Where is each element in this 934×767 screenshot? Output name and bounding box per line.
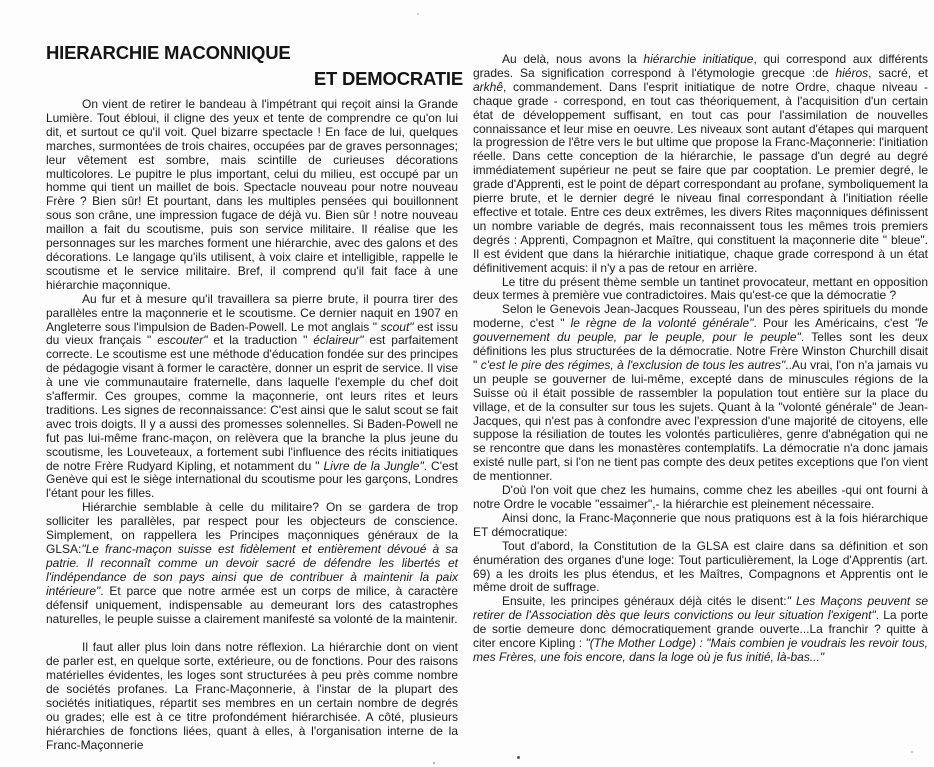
text-run: ..Au vrai, l'on n'a jamais vu un peuple se gouverner de lui-même, excepté dans de minuscules régions de la Suisse où il était possible de rassembler la population tout entière sur la place du village, et de la consulter sur tous les sujets. Quant à la "volonté générale" de Jean-Jacques, qui n'est pas à confondre avec l'expression d'une majorité de citoyens, elle suppose la résiliation de toutes les volontés particulières, genre d'abnégation qui ne se rencontre que dans les monastères contemplatifs. La démocratie n'a donc jamais existé nulle part, si l'on ne tient pas compte des deux petites exceptions que l'on vient de mentionner.	[473, 357, 929, 484]
document-title	[46, 42, 463, 89]
paragraph	[473, 276, 928, 304]
paragraph	[46, 293, 458, 502]
paragraph	[473, 595, 928, 665]
text-run: Le titre du présent thème semble un tantinet provocateur, mettant en opposition deux termes à première vue contradictoires. Mais qu'est-ce que la démocratie ?	[473, 274, 928, 303]
text-run: et la traduction "	[207, 333, 314, 348]
italic-text-run: le règne de la volonté générale"	[570, 316, 754, 331]
paragraph	[473, 484, 928, 512]
text-run: . Pour les Américains, c'est	[753, 316, 915, 331]
text-run: Ensuite, les principes généraux déjà cités le disent:	[502, 594, 787, 609]
text-run: On vient de retirer le bandeau à l'impétrant qui reçoit ainsi la Grande Lumière. Tout ébloui, il cligne des yeux et tente de comprendre ce qu'on lui dit, et surtout ce qu'il voit. Quel bizarre spectacle ! En face de lui, quelques marches, surmontées de trois chaires, occupées par de graves personnages; leur vêtement est sombre, mais scintille de curieuses décorations multicolores. Le pupitre le plus important, celui du milieu, est occupé par un homme qui tient un maillet de bois. Spectacle nouveau pour notre nouveau Frère ? Bien sûr! Et pourtant, dans les multiples pensées qui bouillonnent sous son crâne, une impression fugace de déjà vu. Bien sûr ! notre nouveau maillon a fait du scoutisme, puis son service militaire. Il réalise que les personnages sur les marches forment une hiérarchie, avec des galons et des décorations. Le langage qu'ils utilisent, à voix claire et intelligible, rappelle le scoutisme et le service militaire. Bref, il comprend qu'il fait face à une hiérarchie maçonnique.	[46, 97, 458, 292]
italic-text-run: arkhê	[473, 79, 504, 94]
italic-text-run: "Le franc-maçon suisse est fidèlement et entièrement dévoué à sa patrie. Il reconnaît comme un devoir sacré de défendre les libertés et l'indépendance de son pays ainsi que de contribuer à maintenir la paix intérieure"	[46, 542, 458, 598]
text-run: Tout d'abord, la Constitution de la GLSA est claire dans sa définition et son énumération des organes d'une loge: Tout particulièrement, la Loge d'Apprentis (art. 69) a les droits les plus étendus, et les Maîtres, Compagnons et Apprentis ont le même droit de suffrage.	[473, 538, 928, 595]
paragraph	[46, 501, 458, 626]
paragraph	[473, 540, 928, 596]
scan-speck	[911, 751, 913, 753]
right-column-text	[473, 53, 928, 665]
paragraph	[473, 53, 928, 276]
paragraph	[473, 512, 928, 540]
title-line-2: ET DEMOCRATIE	[313, 68, 463, 89]
text-run: Au delà, nous avons la	[502, 52, 644, 66]
italic-text-run: "le gouvernement du peuple, par le peuple, pour le peuple"	[473, 316, 928, 345]
scan-speck	[433, 762, 435, 764]
italic-text-run: éclaireur"	[313, 333, 364, 348]
text-run: . La porte de sortie demeure donc démocratiquement grande ouverte...La franchir ? quitte à citer encore Kipling :	[473, 608, 928, 651]
scan-speck	[517, 756, 520, 759]
paragraph	[46, 98, 458, 293]
text-run: Selon le Genevois Jean-Jacques Rousseau, l'un des pères spirituels du monde moderne, c'est "	[473, 302, 928, 331]
text-run: , sacré, et	[868, 65, 929, 80]
text-run: est parfaitement correcte. Le scoutisme est une méthode d'éducation fondée sur des principes de pédagogie visant à former le caractère, donner un esprit de service. Il vise à une vie communautaire fraternelle, dans laquelle l'exemple du chef doit s'affermir. Ces groupes, comme la maçonnerie, ont leurs rites et leurs traditions. Les signes de reconnaissance: C'est ainsi que le salut scout se fait avec trois doigts. Il y a aussi des promesses solennelles. Si Baden-Powell ne fut pas lui-même franc-maçon, on relèvera que la branche la plus jeune du scoutisme, les Louveteaux, a fortement subi l'influence des récits initiatiques de notre Frère Rudyard Kipling, et notamment du "	[46, 333, 458, 473]
italic-text-run: c'est le pire des régimes, à l'exclusion de tous les autres"	[480, 357, 786, 372]
text-run: est issu du vieux français "	[46, 319, 459, 348]
text-run: , commandement. Dans l'esprit initiatique de notre Ordre, chaque niveau - chaque grade - correspond, en tout cas théoriquement, à l'acquisition d'un certain état de développement suffisant, en tout cas pour l'assimilation de nouvelles connaissance et leur mise en oeuvre. Les niveaux sont autant d'étapes qui marquent la progression de l'être vers le but ultime que propose la Franc-Maçonnerie: l'initiation réelle. Dans cette conception de la hiérarchie, le passage d'un degré au degré immédiatement supérieur ne peut se faire que par cooptation. Le premier degré, le grade d'Apprenti, est le point de départ correspondant au profane, symboliquement la pierre brute, et le dernier degré le niveau final correspondant à l'initiation réelle effective et totale. Entre ces deux extrêmes, les divers Rites maçonniques définissent un nombre variable de degrés, mais reconnaissent tous les mêmes trois premiers degrés : Apprenti, Compagnon et Maître, qui constituent la maçonnerie dite " bleue". Il est évident que dans la hiérarchie initiatique, chaque grade correspond à un état définitivement acquis: il n'y a pas de retour en arrière.	[473, 79, 928, 275]
left-column-text	[46, 98, 458, 753]
paragraph	[46, 641, 458, 752]
title-line-1: HIERARCHIE MACONNIQUE	[46, 42, 291, 63]
text-run: D'où l'on voit que chez les humains, comme chez les abeilles -qui ont fourni à notre Ordre le vocable "essaimer",- la hiérarchie est pleinement nécessaire.	[473, 483, 928, 511]
italic-text-run: Livre de la Jungle"	[323, 458, 424, 473]
text-run: . Et parce que notre armée est un corps de milice, à caractère défensif uniquement, indispensable au demeurant lors des catastrophes naturelles, le peuple suisse a clairement manifesté sa volonté de la maintenir.	[46, 583, 458, 626]
left-column	[46, 42, 463, 753]
italic-text-run: " Les Maçons peuvent se retirer de l'Association dès que leurs convictions ou leur situation l'exigent"	[473, 594, 929, 623]
italic-text-run: escouter"	[157, 333, 208, 348]
text-run: Hiérarchie semblable à celle du militaire? On se gardera de trop solliciter les parallèles, par respect pour les objecteurs de conscience. Simplement, on rappellera les Principes maçonniques généraux de la GLSA:	[46, 500, 458, 556]
text-run: . C'est Genève qui est le siège international du scoutisme pour les garçons, Londres l'étant pour les filles.	[46, 458, 459, 501]
paragraph	[473, 303, 928, 484]
italic-text-run: "(The Mother Lodge) : "Mais combien je voudrais les revoir tous, mes Frères, une fois encore, dans la loge où je fus initié, là-bas..."	[473, 636, 928, 664]
italic-text-run: scout"	[380, 319, 414, 334]
text-run: , qui correspond aux différents grades. Sa signification correspond à l'étymologie grecque :de	[473, 52, 928, 80]
text-run: Au fur et à mesure qu'il travaillera sa pierre brute, il pourra tirer des parallèles entre la maçonnerie et le scoutisme. Ce dernier naquit en 1907 en Angleterre sous l'impulsion de Baden-Powell. Le mot anglais "	[46, 291, 458, 334]
text-run: Il faut aller plus loin dans notre réflexion. La hiérarchie dont on vient de parler est, en quelque sorte, extérieure, ou de fonctions. Pour des raisons matérielles évidentes, les loges sont structurées à peu près comme nombre de sociétés profanes. La Franc-Maçonnerie, à l'instar de la plupart des sociétés initiatiques, répartit ses membres en un certain nombre de degrés ou grades; elle est à ce titre profondément hiérarchisée. A côté, plusieurs hiérarchies de fonctions liées, quant à elles, à l'organisation interne de la Franc-Maçonnerie	[46, 640, 458, 752]
text-run: . Telles sont les deux définitions les plus structurées de la démocratie. Notre Frère Winston Churchill disait "	[473, 330, 928, 372]
scan-speck	[417, 13, 419, 15]
text-run: Ainsi donc, la Franc-Maçonnerie que nous pratiquons est à la fois hiérarchique ET démocratique:	[473, 510, 928, 539]
italic-text-run: hiéros	[835, 65, 869, 80]
italic-text-run: hiérarchie initiatique	[643, 52, 754, 66]
